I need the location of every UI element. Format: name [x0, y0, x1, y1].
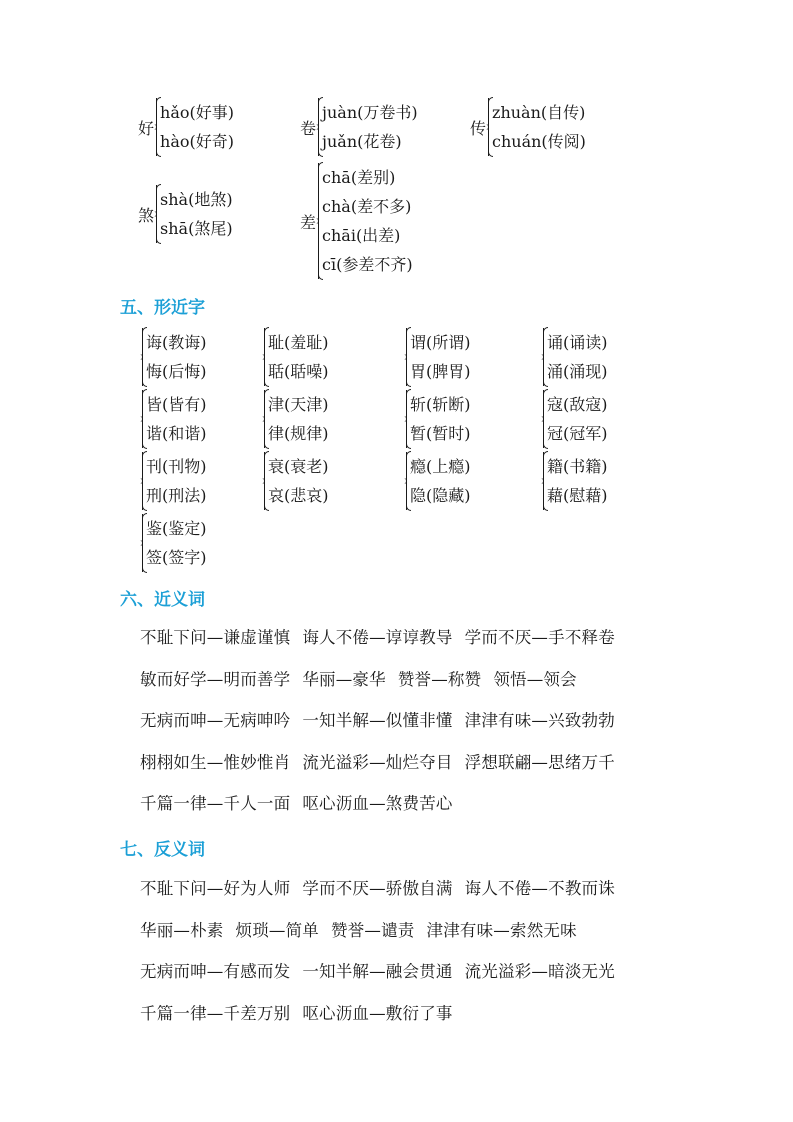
word-pair: 千篇一律—千差万别 — [140, 1003, 291, 1023]
brace — [406, 390, 471, 448]
word-pair: 千篇一律—千人一面 — [140, 794, 291, 813]
word-pair: 华丽—豪华 — [302, 669, 386, 689]
polyphone-cha — [300, 163, 413, 279]
similar-char-item: 谓(所谓) — [410, 333, 471, 352]
reading: shā(煞尾) — [160, 219, 233, 238]
similar-char-group — [142, 452, 207, 510]
polyphone-hao — [138, 98, 234, 156]
word-pair-line — [140, 707, 627, 731]
similar-char-item: 斩(斩断) — [410, 395, 471, 414]
reading: chāi(出差) — [322, 226, 401, 245]
polyphone-char: 传 — [470, 118, 487, 138]
reading: cī(参差不齐) — [322, 255, 413, 274]
polyphone-char: 差 — [300, 212, 317, 232]
polyphone-char: 煞 — [138, 205, 155, 225]
similar-char-item: 隐(隐藏) — [410, 486, 471, 505]
word-pair-line — [140, 666, 589, 690]
similar-char-group — [142, 328, 207, 386]
brace — [543, 452, 608, 510]
polyphone-char: 好 — [138, 118, 155, 138]
word-pair-line — [140, 749, 627, 773]
word-pair-line — [140, 917, 589, 941]
brace — [406, 452, 471, 510]
word-pair: 不耻下问—好为人师 — [140, 879, 291, 898]
similar-char-item: 诲(教诲) — [146, 333, 207, 352]
word-pair: 学而不厌—手不释卷 — [464, 628, 615, 647]
word-pair: 一知半解—融会贯通 — [302, 962, 453, 981]
similar-char-group — [264, 390, 329, 448]
reading: juàn(万卷书) — [322, 103, 418, 122]
similar-char-item: 签(签字) — [146, 548, 207, 567]
similar-char-group — [264, 452, 329, 510]
word-pair: 领悟—领会 — [493, 669, 577, 689]
similar-char-item: 鉴(鉴定) — [146, 519, 207, 538]
brace — [264, 452, 329, 510]
word-pair-line — [140, 624, 627, 648]
similar-char-group — [406, 328, 471, 386]
reading: juǎn(花卷) — [322, 132, 402, 151]
word-pair: 无病而呻—无病呻吟 — [140, 711, 291, 730]
similar-char-item: 刊(刊物) — [146, 457, 207, 476]
section-heading-antonyms: 七、反义词 — [120, 840, 205, 860]
word-pair: 浮想联翩—思绪万千 — [464, 752, 615, 772]
word-pair-line — [140, 790, 465, 814]
word-pair-line — [140, 958, 627, 982]
similar-char-item: 刑(刑法) — [146, 486, 207, 505]
word-pair: 华丽—朴素 — [140, 920, 224, 940]
section-heading-synonyms: 六、近义词 — [120, 590, 205, 610]
similar-char-item: 耻(羞耻) — [268, 333, 329, 352]
word-pair: 诲人不倦—谆谆教导 — [302, 628, 453, 647]
word-pair: 呕心沥血—敷衍了事 — [302, 1003, 453, 1023]
section-heading-similar-chars: 五、形近字 — [120, 298, 205, 318]
similar-char-group — [406, 390, 471, 448]
reading: hǎo(好事) — [160, 103, 234, 122]
word-pair: 津津有味—兴致勃勃 — [464, 711, 615, 730]
similar-char-item: 聒(聒噪) — [268, 362, 329, 381]
word-pair: 呕心沥血—煞费苦心 — [302, 794, 453, 813]
word-pair: 一知半解—似懂非懂 — [302, 711, 453, 730]
word-pair: 无病而呻—有感而发 — [140, 962, 291, 981]
similar-char-group — [543, 328, 608, 386]
brace — [156, 185, 233, 243]
word-pair: 敏而好学—明而善学 — [140, 669, 291, 689]
brace — [543, 390, 608, 448]
similar-char-item: 暂(暂时) — [410, 424, 471, 443]
brace — [264, 390, 329, 448]
brace — [318, 163, 413, 279]
similar-char-group — [543, 452, 608, 510]
brace — [142, 452, 207, 510]
similar-char-item: 谐(和谐) — [146, 424, 207, 443]
similar-char-item: 寇(敌寇) — [547, 395, 608, 414]
similar-char-item: 藉(慰藉) — [547, 486, 608, 505]
similar-char-item: 哀(悲哀) — [268, 486, 329, 505]
word-pair: 津津有味—索然无味 — [426, 920, 577, 940]
similar-char-item: 衰(衰老) — [268, 457, 329, 476]
brace — [264, 328, 329, 386]
brace — [318, 98, 418, 156]
similar-char-group — [142, 514, 207, 572]
similar-char-item: 瘾(上瘾) — [410, 457, 471, 476]
reading: chuán(传阅) — [492, 132, 586, 151]
word-pair: 赞誉—谴责 — [331, 920, 415, 940]
word-pair: 学而不厌—骄傲自满 — [302, 879, 453, 898]
similar-char-item: 皆(皆有) — [146, 395, 207, 414]
brace — [142, 328, 207, 386]
polyphone-juan — [300, 98, 418, 156]
similar-char-item: 籍(书籍) — [547, 457, 608, 476]
brace — [406, 328, 471, 386]
reading: zhuàn(自传) — [492, 103, 586, 122]
similar-char-item: 律(规律) — [268, 424, 329, 443]
word-pair: 流光溢彩—暗淡无光 — [464, 962, 615, 981]
word-pair: 不耻下问—谦虚谨慎 — [140, 628, 291, 647]
word-pair: 诲人不倦—不教而诛 — [464, 879, 615, 898]
word-pair: 栩栩如生—惟妙惟肖 — [140, 752, 291, 772]
similar-char-item: 津(天津) — [268, 395, 329, 414]
polyphone-sha — [138, 185, 233, 243]
brace — [156, 98, 234, 156]
word-pair: 烦琐—简单 — [235, 920, 319, 940]
reading: chà(差不多) — [322, 197, 412, 216]
similar-char-group — [406, 452, 471, 510]
polyphone-zhuan — [470, 98, 586, 156]
reading: shà(地煞) — [160, 190, 233, 209]
word-pair: 流光溢彩—灿烂夺目 — [302, 752, 453, 772]
brace — [488, 98, 586, 156]
similar-char-group — [142, 390, 207, 448]
reading: chā(差别) — [322, 168, 396, 187]
similar-char-item: 冠(冠军) — [547, 424, 608, 443]
similar-char-group — [264, 328, 329, 386]
reading: hào(好奇) — [160, 132, 234, 151]
word-pair: 赞誉—称赞 — [397, 669, 482, 689]
word-pair-line — [140, 875, 627, 899]
similar-char-item: 悔(后悔) — [146, 362, 207, 381]
similar-char-group — [543, 390, 608, 448]
brace — [142, 390, 207, 448]
similar-char-item: 诵(诵读) — [547, 333, 608, 352]
word-pair-line — [140, 1000, 465, 1024]
similar-char-item: 涌(涌现) — [547, 362, 608, 381]
polyphone-char: 卷 — [300, 118, 317, 138]
brace — [142, 514, 207, 572]
brace — [543, 328, 608, 386]
similar-char-item: 胃(脾胃) — [410, 362, 471, 381]
